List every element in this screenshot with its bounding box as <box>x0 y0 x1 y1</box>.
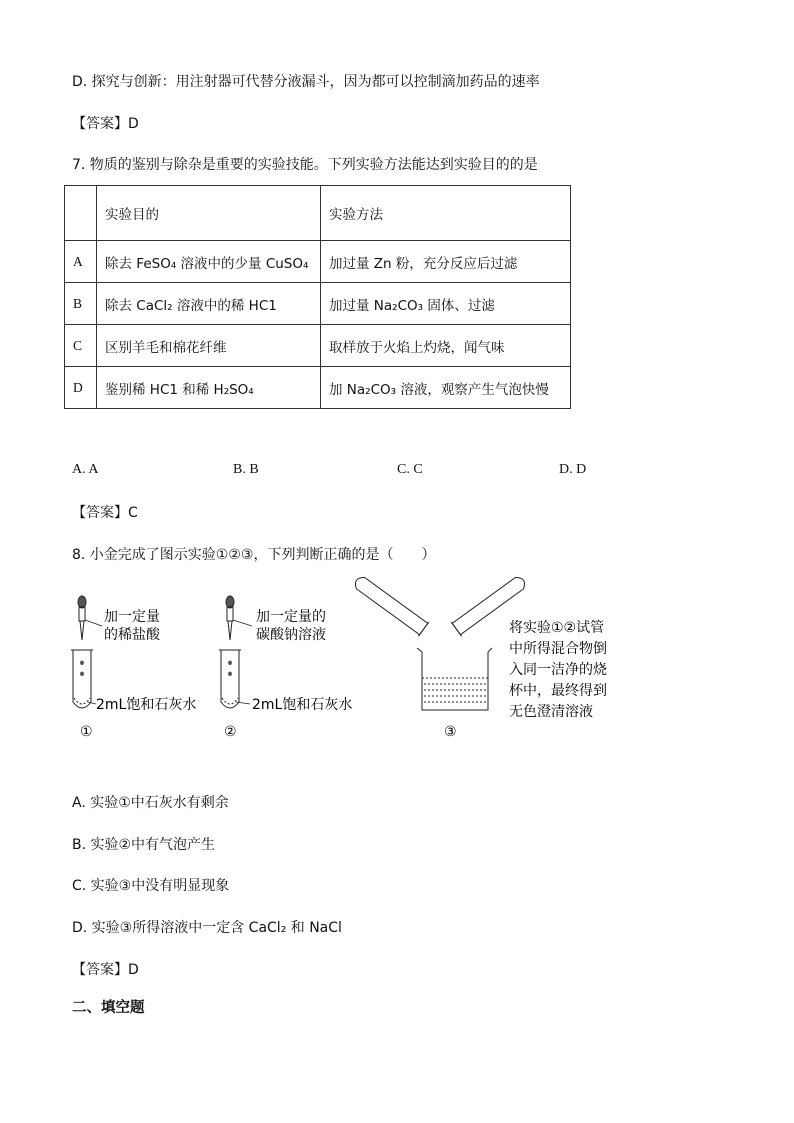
row-method: 加 Na₂CO₃ 溶液，观察产生气泡快慢 <box>321 367 571 409</box>
q8-option-a[interactable]: A. 实验①中石灰水有剩余 <box>72 795 229 811</box>
answer-tag: 【答案】 <box>72 505 128 521</box>
row-label: D <box>65 367 97 409</box>
exp1-number: ① <box>80 724 93 740</box>
q7-answer <box>72 503 138 523</box>
answer-value: C <box>128 505 138 521</box>
exp2-tube-label: 2mL饱和石灰水 <box>252 697 353 713</box>
section-title: 二、填空题 <box>72 1000 145 1016</box>
test-tube-icon <box>71 650 93 708</box>
table-header-cell: 实验目的 <box>97 186 321 241</box>
exp3-note-line: 入同一洁净的烧 <box>509 662 607 678</box>
exp1-tube-label: 2mL饱和石灰水 <box>96 697 197 713</box>
answer-tag: 【答案】 <box>72 116 128 132</box>
exp3-note-line: 中所得混合物倒 <box>509 641 607 657</box>
tilted-test-tube-icon <box>351 573 429 636</box>
exp3-note-line: 杯中，最终得到 <box>509 683 607 699</box>
q7-option-c[interactable]: C. C <box>397 462 423 477</box>
row-method: 加过量 Zn 粉，充分反应后过滤 <box>321 241 571 283</box>
exp2-reagent-line1: 加一定量的 <box>256 609 326 625</box>
row-purpose: 区别羊毛和棉花纤维 <box>97 325 321 367</box>
q8-answer <box>72 960 139 980</box>
row-label: A <box>65 241 97 283</box>
exp1-reagent-line1: 加一定量 <box>104 609 160 625</box>
q6-option-d: D. 探究与创新：用注射器可代替分液漏斗，因为都可以控制滴加药品的速率 <box>72 74 540 90</box>
q7-option-a[interactable]: A. A <box>72 462 99 477</box>
exp3-note-line: 无色澄清溶液 <box>509 704 593 720</box>
table-header-cell: 实验方法 <box>321 186 571 241</box>
row-label: B <box>65 283 97 325</box>
q8-stem: 8. 小金完成了图示实验①②③，下列判断正确的是（ ） <box>72 547 436 563</box>
table-row <box>65 283 571 325</box>
q8-option-d[interactable]: D. 实验③所得溶液中一定含 CaCl₂ 和 NaCl <box>72 920 342 936</box>
row-method: 加过量 Na₂CO₃ 固体、过滤 <box>321 283 571 325</box>
test-tube-icon <box>219 650 241 708</box>
answer-tag: 【答案】 <box>72 962 128 978</box>
answer-value: D <box>128 962 139 978</box>
table-header-row <box>65 186 571 241</box>
row-purpose: 除去 FeSO₄ 溶液中的少量 CuSO₄ <box>97 241 321 283</box>
row-label: C <box>65 325 97 367</box>
q6-answer <box>72 114 139 134</box>
table-header-cell <box>65 186 97 241</box>
q7-table <box>64 185 571 409</box>
row-purpose: 除去 CaCl₂ 溶液中的稀 HC1 <box>97 283 321 325</box>
answer-value: D <box>128 116 139 132</box>
exp3-note-line: 将实验①②试管 <box>509 620 605 636</box>
q7-option-b[interactable]: B. B <box>233 462 259 477</box>
q8-option-c[interactable]: C. 实验③中没有明显现象 <box>72 878 230 894</box>
dropper-icon <box>78 596 86 640</box>
q7-stem: 7. 物质的鉴别与除杂是重要的实验技能。下列实验方法能达到实验目的的是 <box>72 157 538 173</box>
row-method: 取样放于火焰上灼烧，闻气味 <box>321 325 571 367</box>
exp2-number: ② <box>224 724 237 740</box>
table-row <box>65 367 571 409</box>
exp1-reagent-line2: 的稀盐酸 <box>104 627 160 643</box>
beaker-icon <box>417 648 492 710</box>
dropper-icon <box>226 596 234 640</box>
exp3-number: ③ <box>444 724 457 740</box>
q7-option-d[interactable]: D. D <box>559 462 587 477</box>
q8-option-b[interactable]: B. 实验②中有气泡产生 <box>72 837 216 853</box>
exp2-reagent-line2: 碳酸钠溶液 <box>256 627 326 643</box>
table-row <box>65 325 571 367</box>
table-row <box>65 241 571 283</box>
q8-figure <box>60 570 640 750</box>
row-purpose: 鉴别稀 HC1 和稀 H₂SO₄ <box>97 367 321 409</box>
